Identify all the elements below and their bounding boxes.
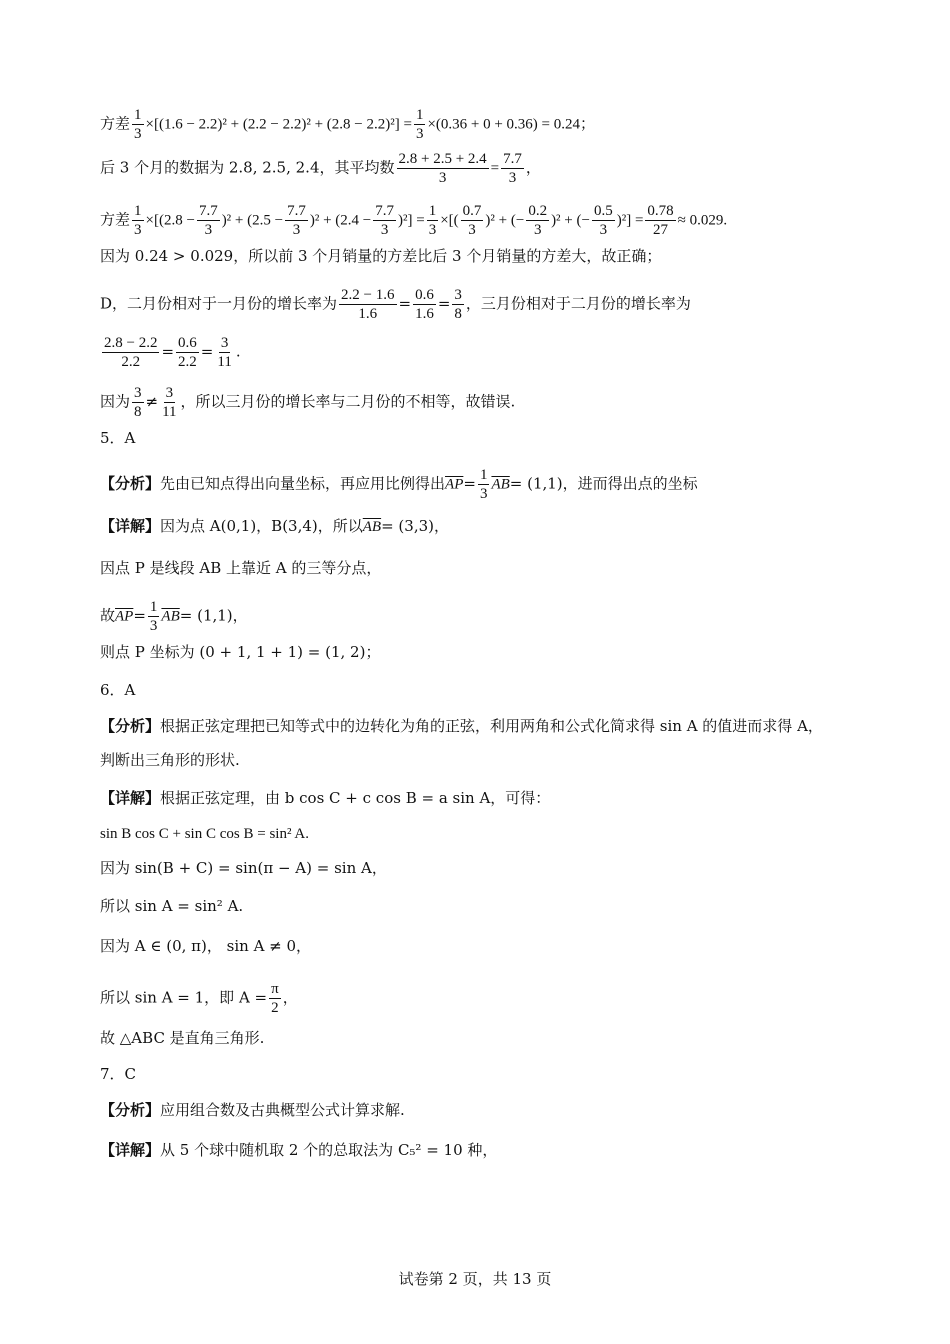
page-footer: 试卷第 2 页，共 13 页 bbox=[398, 1270, 552, 1288]
detail-6-line3: 因为 sin(B + C) = sin(π − A) = sin A， bbox=[100, 859, 387, 877]
growth-rate-line: D，二月份相对于一月份的增长率为 $\frac{2.2 - 1.6}{1.6}$ = $\frac{0.6}{1.6}$ = $\frac{3}{8}$ ，三月份相对于二月份的增长率为 bbox=[100, 287, 691, 322]
question-5-answer: 5．A bbox=[100, 429, 136, 447]
analysis-6-line2: 判断出三角形的形状. bbox=[100, 751, 240, 769]
detail-5-line3: 故$\overline{AP}=$ $\frac{1}{3}$ $\overline{AB}= (1,1)$， bbox=[100, 599, 248, 634]
question-7-answer: 7．C bbox=[100, 1065, 137, 1083]
detail-6-line2: sin B cos C + sin C cos B = sin² A. bbox=[100, 826, 309, 842]
analysis-5: 【分析】先由已知点得出向量坐标，再应用比例得出$\overline{AP}=$ $\frac{1}{3}$ $\overline{AB}= (1,1)$，进而得出点的坐标 bbox=[100, 467, 698, 502]
detail-6-line4: 所以 sin A = sin² A. bbox=[100, 897, 244, 915]
detail-6-line6: 所以 sin A = 1，即 A = $\frac{\pi}{2}$ ， bbox=[100, 981, 298, 1016]
variance-line-1 bbox=[100, 106, 595, 143]
detail-6-line7: 故 △ABC 是直角三角形. bbox=[100, 1029, 265, 1047]
growth-rate-line-2: $\frac{2.8 - 2.2}{2.2}$ = $\frac{0.6}{2.2}$ = $\frac{3}{11}$ . bbox=[104, 335, 241, 370]
fraction: $\frac{7.7}{3}$ bbox=[503, 151, 522, 186]
fraction: $\frac{1}{3}$ bbox=[415, 107, 424, 142]
fraction: $\frac{2.8 + 2.5 + 2.4}{3}$ bbox=[398, 151, 487, 186]
fraction: $\frac{1}{3}$ bbox=[134, 107, 142, 142]
text: 后 3 个月的数据为 2.8, 2.5, 2.4，其平均数 bbox=[100, 158, 395, 177]
variance-line-2: 方差 $\frac{1}{3}$ ×[(2.8 − $\frac{7.7}{3}$ )² + (2.5 − $\frac{7.7}{3}$ )² + (2.4 − $\frac{7.7}{3}$ )²] = $\frac{1}{3}$ ×[( $\frac{0.7}{3}$ )² + (− $\frac{0.2}{3}$ )² + (− $\frac{0.5}{3}$ )²] = $\frac{0.78}{27}$ ≈ 0.029. bbox=[100, 203, 728, 238]
analysis-6: 【分析】根据正弦定理把已知等式中的边转化为角的正弦，利用两角和公式化简求得 sin A 的值进而求得 A， bbox=[100, 717, 823, 735]
detail-7: 【详解】从 5 个球中随机取 2 个的总取法为 C₅² = 10 种， bbox=[100, 1141, 498, 1159]
question-6-answer: 6．A bbox=[100, 681, 136, 699]
detail-5: 【详解】因为点 A(0,1)，B(3,4)，所以$\overline{AB}= (3,3)$， bbox=[100, 517, 449, 535]
compare-line: 因为 $\frac{3}{8}$ ≠ $\frac{3}{11}$ ，所以三月份的增长率与二月份的不相等，故错误. bbox=[100, 385, 516, 420]
math-expr: ×(0.36 + 0 + 0.36) = 0.24； bbox=[427, 116, 596, 133]
detail-6: 【详解】根据正弦定理，由 b cos C + c cos B = a sin A，可得： bbox=[100, 789, 551, 807]
detail-5-line2: 因点 P 是线段 AB 上靠近 A 的三等分点， bbox=[100, 559, 382, 577]
conclusion-line: 因为 0.24 > 0.029，所以前 3 个月销量的方差比后 3 个月销量的方差大，故正确； bbox=[100, 247, 662, 265]
math-expr: ×[(1.6 − 2.2)² + (2.2 − 2.2)² + (2.8 − 2.2)²] = bbox=[145, 116, 412, 133]
text: 方差 bbox=[100, 114, 131, 133]
detail-5-line4: 则点 P 坐标为 (0 + 1, 1 + 1) = (1, 2)； bbox=[100, 643, 381, 661]
mean-line: 后 3 个月的数据为 2.8, 2.5, 2.4，其平均数 $\frac{2.8 + 2.5 + 2.4}{3}$ = $\frac{7.7}{3}$ ， bbox=[100, 151, 541, 186]
detail-6-line5: 因为 A ∈ (0, π)， sin A ≠ 0， bbox=[100, 937, 312, 955]
analysis-7: 【分析】应用组合数及古典概型公式计算求解. bbox=[100, 1101, 405, 1119]
